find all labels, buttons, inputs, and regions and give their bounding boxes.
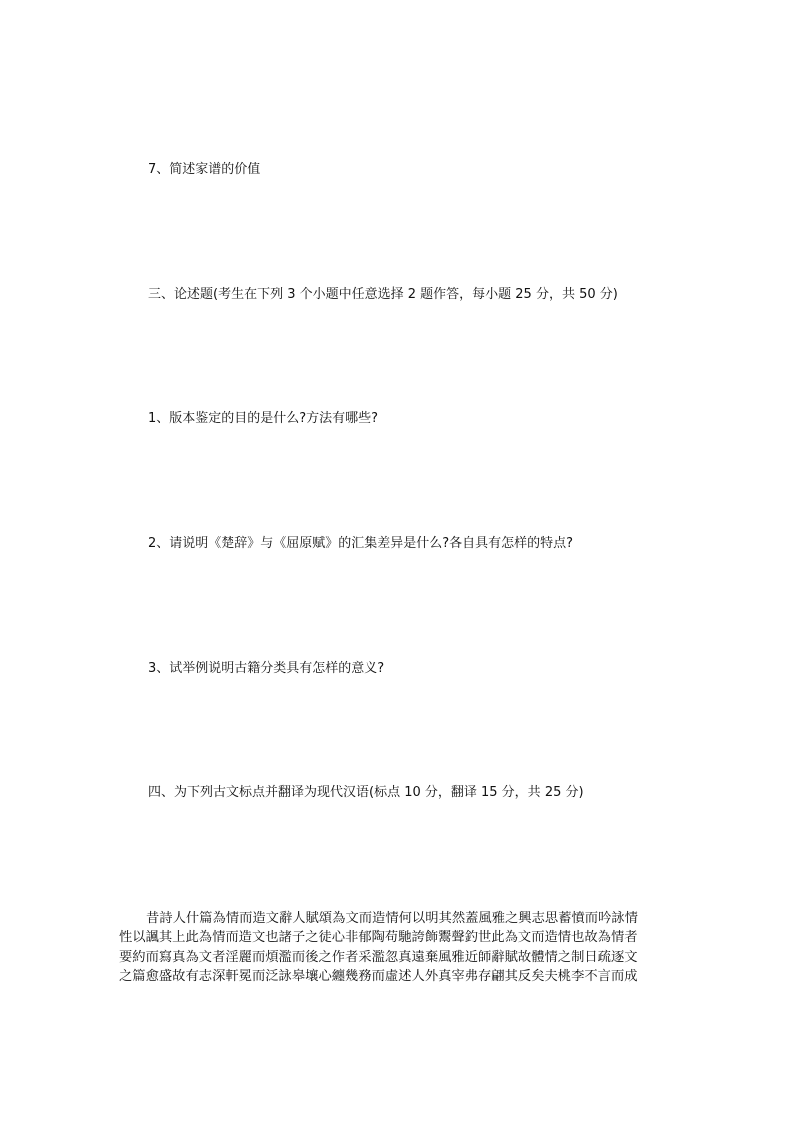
- passage-line-3: 要約而寫真為文者淫麗而煩濫而後之作者采濫忽真遠棄風雅近師辭賦故體情之制日疏逐文: [119, 949, 638, 965]
- passage-line-2: 性以諷其上此為情而造文也諸子之徒心非郁陶苟馳誇飾鬻聲釣世此為文而造情也故為情者: [119, 930, 638, 946]
- essay-question-2: 2、请说明《楚辞》与《屈原赋》的汇集差异是什么?各自具有怎样的特点?: [148, 536, 574, 551]
- section-3-heading: 三、论述题(考生在下列 3 个小题中任意选择 2 题作答，每小题 25 分，共 50 分): [148, 287, 618, 302]
- question-7: 7、简述家谱的价值: [148, 162, 261, 177]
- essay-question-1: 1、版本鉴定的目的是什么?方法有哪些?: [148, 411, 379, 426]
- essay-question-3: 3、试举例说明古籍分类具有怎样的意义?: [148, 661, 385, 676]
- passage-line-4: 之篇愈盛故有志深軒冕而泛詠皋壤心纏幾務而虛述人外真宰弗存翩其反矣夫桃李不言而成: [119, 969, 638, 985]
- passage-line-1: 昔詩人什篇為情而造文辭人賦頌為文而造情何以明其然蓋風雅之興志思蓄憤而吟詠情: [146, 911, 638, 926]
- section-4-heading: 四、为下列古文标点并翻译为现代汉语(标点 10 分，翻译 15 分，共 25 分): [148, 785, 584, 800]
- classical-passage: [119, 909, 675, 987]
